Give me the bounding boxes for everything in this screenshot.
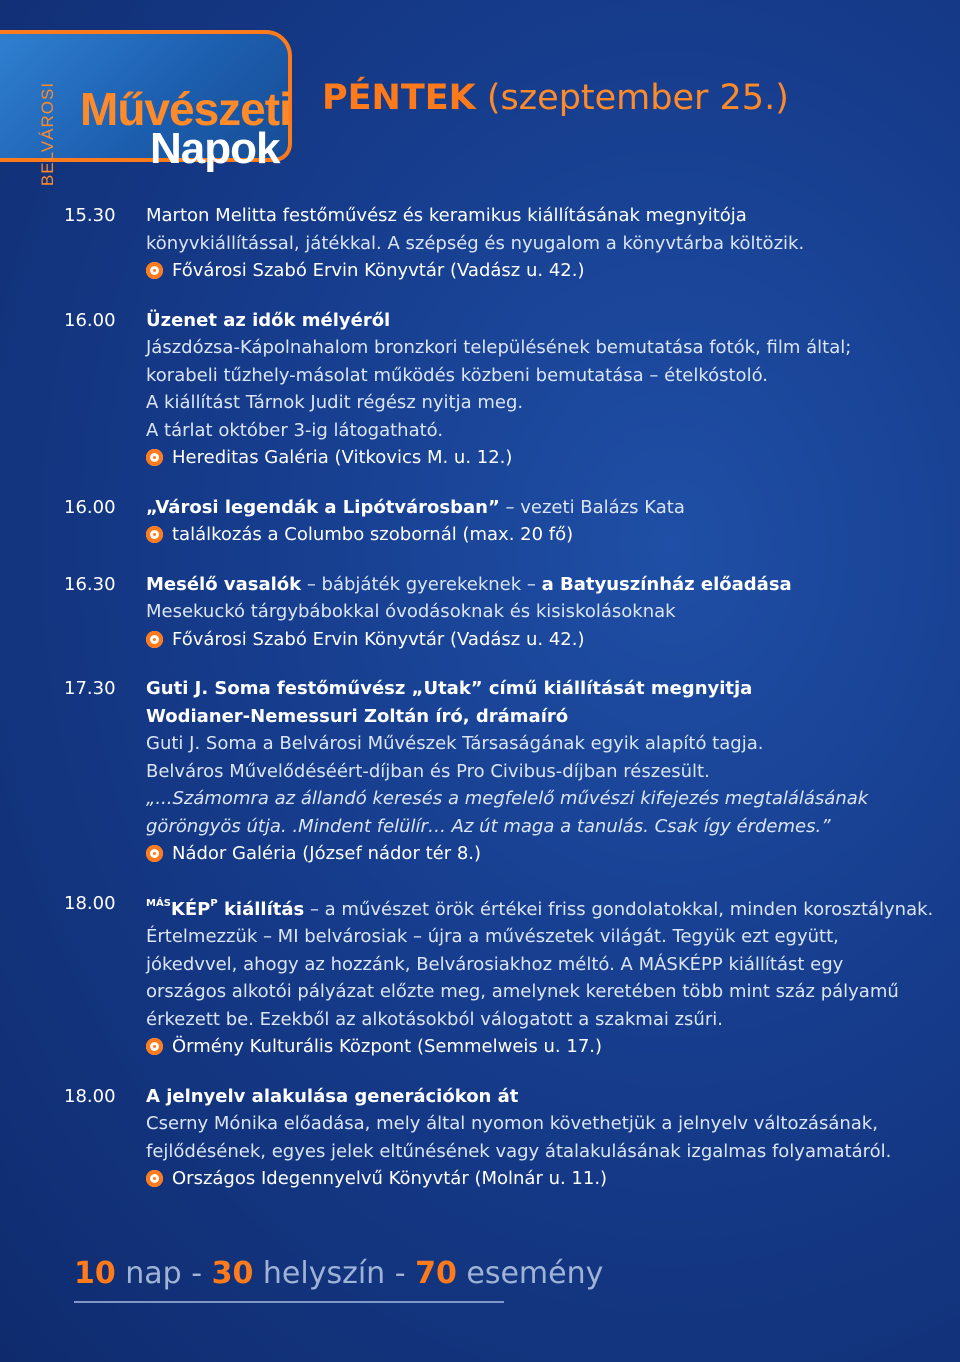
event-location-text: Fővárosi Szabó Ervin Könyvtár (Vadász u. 42.) (172, 260, 585, 281)
location-bullet-icon (146, 526, 163, 543)
event-title-end: a Batyuszínház előadása (541, 573, 792, 595)
event-description-line: Jászdózsa-Kápolnahalom bronzkori településének bemutatása fotók, film által; (146, 337, 852, 358)
event-item (64, 890, 934, 1061)
event-title: Guti J. Soma festőművész „Utak” című kiállítását megnyitja (146, 678, 753, 699)
event-quote-line: göröngyös útja. .Mindent felülír… Az út maga a tanulás. Csak így érdemes.” (146, 815, 831, 837)
footer-venues-text: helyszín - (253, 1256, 416, 1291)
event-title-line (146, 890, 933, 924)
event-description-line: könyvkiállítással, játékkal. A szépség és nyugalom a könyvtárba költözik. (146, 232, 805, 254)
event-location-text: Örmény Kulturális Központ (Semmelweis u. 17.) (172, 1036, 603, 1057)
event-body (146, 675, 914, 868)
event-description-line: jókedvvel, ahogy az hozzánk, Belvárosiakhoz méltó. A MÁSKÉPP kiállítást egy (146, 953, 844, 975)
event-title-rest: – a művészet örök értékei friss gondolatokkal, minden korosztálynak. (304, 898, 934, 920)
event-location (146, 840, 914, 868)
event-item (64, 571, 914, 654)
event-location (146, 1033, 933, 1061)
event-location (146, 521, 914, 549)
event-item (64, 675, 914, 868)
event-location (146, 1165, 914, 1193)
event-description-line: Értelmezzük – MI belvárosiak – újra a művészetek világát. Tegyük ezt együtt, (146, 926, 839, 947)
event-title-superscript: MÁS (146, 897, 171, 909)
location-bullet-icon (146, 845, 163, 862)
logo-line-1: Művészeti (80, 83, 291, 135)
event-item (64, 202, 914, 285)
location-bullet-icon (146, 631, 163, 648)
event-item (64, 1083, 914, 1193)
event-location (146, 257, 914, 285)
location-bullet-icon (146, 1038, 163, 1055)
logo-side-text: BELVÁROSI (38, 81, 57, 187)
event-title-rest: – vezeti Balázs Kata (499, 496, 685, 518)
event-location-text: Országos Idegennyelvű Könyvtár (Molnár u. 11.) (172, 1168, 608, 1189)
festival-logo (0, 30, 292, 187)
footer-events-text: esemény (456, 1256, 604, 1291)
event-description-line: korabeli tűzhely-másolat működés közbeni bemutatása – ételkóstoló. (146, 364, 768, 386)
logo-line-2: Napok (150, 124, 280, 173)
event-title: Üzenet az idők mélyéről (146, 309, 391, 331)
event-body (146, 1083, 914, 1193)
event-time: 17.30 (64, 678, 116, 699)
event-title: KÉP (170, 898, 211, 920)
location-bullet-icon (146, 449, 163, 466)
event-title-word: kiállítás (217, 898, 305, 920)
event-description-line: A kiállítást Tárnok Judit régész nyitja meg. (146, 392, 524, 413)
event-location (146, 444, 914, 472)
event-time: 18.00 (64, 1085, 116, 1107)
event-time: 18.00 (64, 892, 116, 914)
event-list (64, 202, 934, 1215)
event-location-text: találkozás a Columbo szobornál (max. 20 fő) (172, 524, 574, 545)
day-name: PÉNTEK (322, 78, 476, 118)
event-title-line (146, 494, 914, 522)
event-location-text: Fővárosi Szabó Ervin Könyvtár (Vadász u. 42.) (172, 628, 585, 650)
event-title: A jelnyelv alakulása generációkon át (146, 1085, 519, 1107)
event-title: Mesélő vasalók (146, 573, 302, 595)
footer-events-number: 70 (415, 1256, 457, 1291)
event-location-text: Nádor Galéria (József nádor tér 8.) (172, 843, 482, 864)
event-title-superscript: P (210, 897, 218, 909)
location-bullet-icon (146, 1170, 163, 1187)
event-title-mid: – bábjáték gyerekeknek – (301, 573, 542, 595)
event-description-line: A tárlat október 3-ig látogatható. (146, 419, 444, 441)
event-item (64, 307, 914, 472)
event-location-text: Hereditas Galéria (Vitkovics M. u. 12.) (172, 447, 513, 468)
event-title-line (146, 571, 914, 599)
event-body (146, 202, 914, 285)
event-body (146, 307, 914, 472)
day-date: (szeptember 25.) (486, 78, 789, 118)
event-title: Wodianer-Nemessuri Zoltán író, drámaíró (146, 705, 569, 727)
footer-underline (74, 1301, 504, 1303)
event-location (146, 626, 914, 654)
event-description-line: országos alkotói pályázat előzte meg, amelynek keretében több mint száz pályamű (146, 981, 899, 1002)
event-description-line: Mesekuckó tárgybábokkal óvodásoknak és kisiskolásoknak (146, 601, 676, 622)
event-description-line: fejlődésének, egyes jelek eltűnésének vagy átalakulásának izgalmas folyamatáról. (146, 1140, 892, 1162)
event-description-line: érkezett be. Ezekből az alkotásokból válogatott a szakmai zsűri. (146, 1008, 723, 1030)
event-description-line: Belváros Művelődéséért-díjban és Pro Civibus-díjban részesült. (146, 760, 710, 782)
event-time: 16.00 (64, 496, 116, 518)
event-time: 15.30 (64, 205, 116, 226)
footer-days-number: 10 (74, 1256, 116, 1291)
page-title (322, 78, 789, 118)
footer-days-text: nap - (115, 1256, 212, 1291)
event-description-line: Guti J. Soma a Belvárosi Művészek Társaságának egyik alapító tagja. (146, 733, 764, 754)
footer-slogan (74, 1256, 603, 1291)
location-bullet-icon (146, 262, 163, 279)
event-description-line: Cserny Mónika előadása, mely által nyomon követhetjük a jelnyelv változásának, (146, 1113, 878, 1134)
event-body (146, 571, 914, 654)
event-time: 16.00 (64, 309, 116, 331)
event-body (146, 494, 914, 549)
event-body (146, 890, 933, 1061)
event-description-line: Marton Melitta festőművész és keramikus kiállításának megnyitója (146, 205, 747, 226)
event-title: „Városi legendák a Lipótvárosban” (146, 496, 500, 518)
event-item (64, 494, 914, 549)
footer-venues-number: 30 (211, 1256, 254, 1291)
event-time: 16.30 (64, 573, 116, 595)
event-quote-line: „...Számomra az állandó keresés a megfelelő művészi kifejezés megtalálásának (146, 788, 869, 809)
